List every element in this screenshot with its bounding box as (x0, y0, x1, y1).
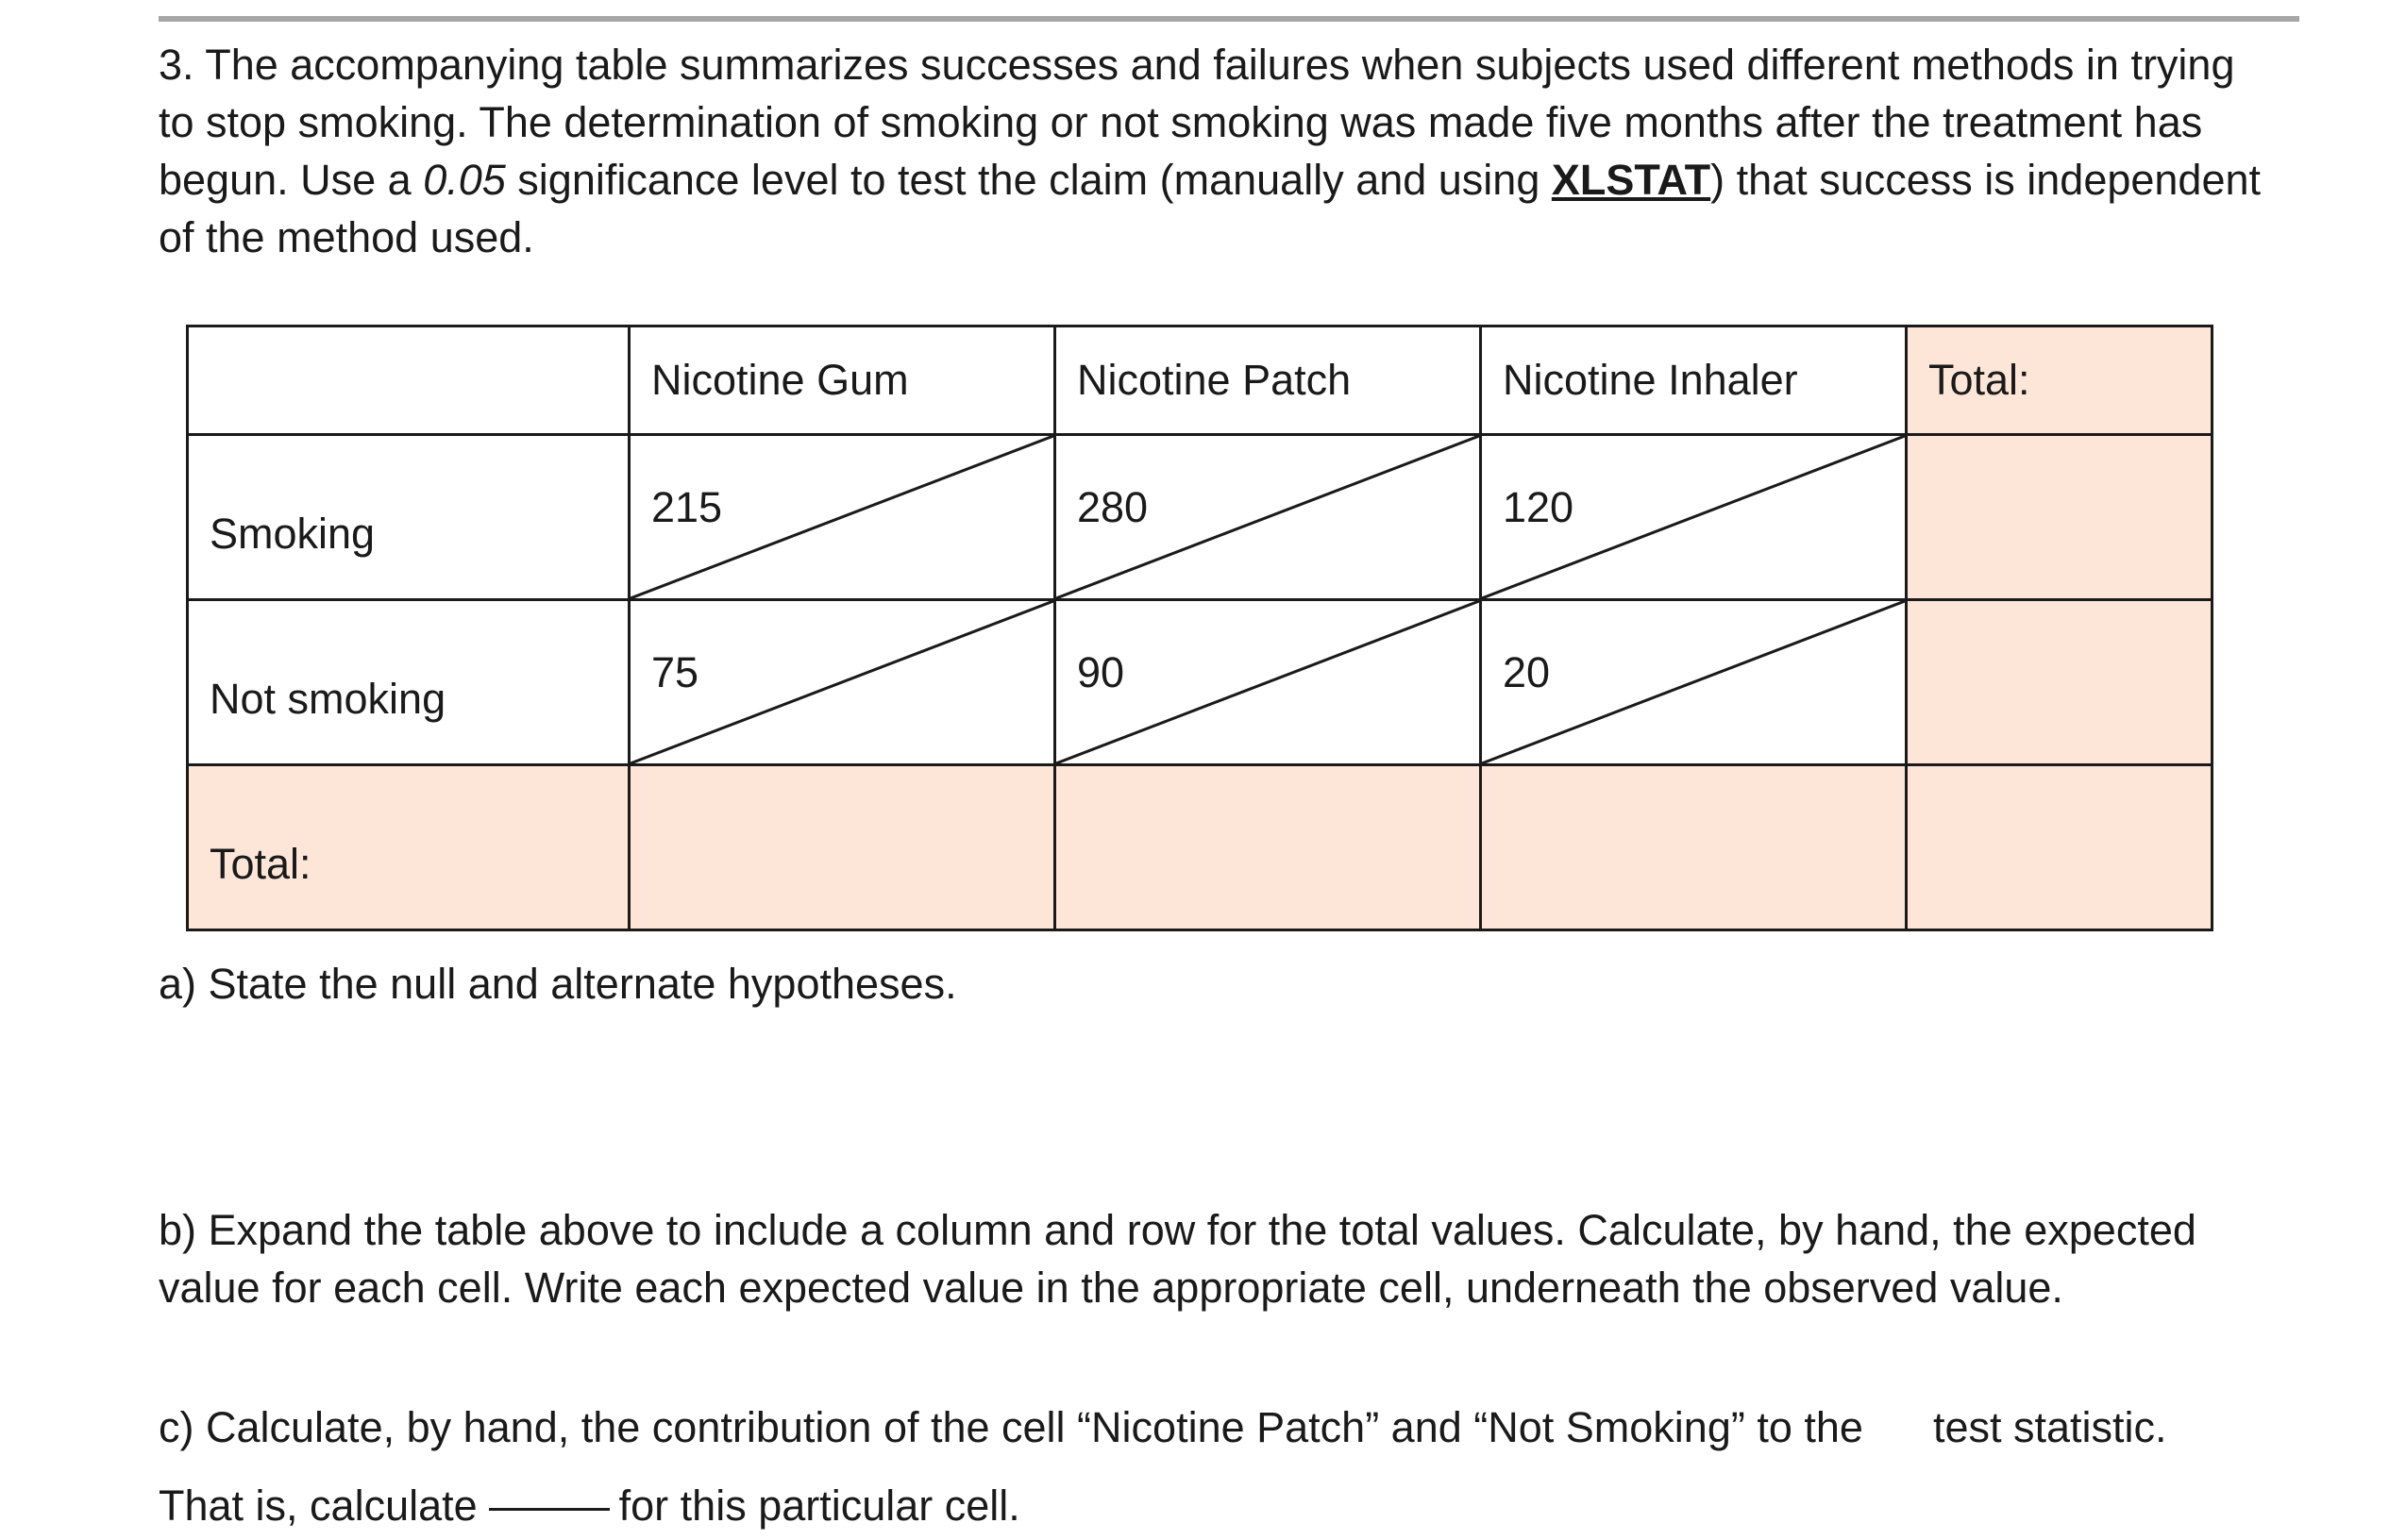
observed-cell (630, 600, 1055, 765)
total-cell (1481, 765, 1907, 930)
header-cell-total (1907, 326, 2213, 435)
table-row-not-smoking (188, 600, 2213, 765)
row-label-cell (188, 435, 630, 600)
part-c-text-b: test statistic. (1932, 1403, 2167, 1451)
question-line-3b: significance level to test the claim (manually and using (505, 156, 1552, 204)
header-label-inhaler: Nicotine Inhaler (1503, 356, 1798, 404)
question-text (159, 36, 2306, 266)
part-c-text-c: That is, calculate (159, 1481, 478, 1530)
observed-value: 120 (1503, 483, 1574, 531)
row-label-not-smoking: Not smoking (210, 675, 446, 723)
total-cell (630, 765, 1055, 930)
observed-value: 90 (1077, 648, 1125, 696)
row-label-smoking: Smoking (210, 510, 376, 558)
part-b-line-2: value for each cell. Write each expected value in the appropriate cell, underneath the observed value. (159, 1264, 2063, 1312)
header-label-patch: Nicotine Patch (1077, 356, 1352, 404)
question-line-3a: begun. Use a (159, 156, 424, 204)
observed-value: 215 (651, 483, 723, 531)
grand-total-cell (1907, 765, 2213, 930)
header-cell-patch (1055, 326, 1481, 435)
row-label-total: Total: (210, 840, 311, 888)
question-line-3 (159, 151, 2306, 209)
header-label-gum: Nicotine Gum (651, 356, 909, 404)
observed-cell (1055, 435, 1481, 600)
part-c-line-1 (159, 1398, 2306, 1456)
question-line-1: 3. The accompanying table summarizes successes and failures when subjects used different methods in trying (159, 41, 2235, 89)
header-label-total: Total: (1928, 356, 2030, 404)
observed-cell (1055, 600, 1481, 765)
header-cell-inhaler (1481, 326, 1907, 435)
row-label-cell (188, 600, 630, 765)
fraction-bar (489, 1508, 610, 1511)
table-row-smoking (188, 435, 2213, 600)
question-line-2: to stop smoking. The determination of smoking or not smoking was made five months after the treatment has (159, 98, 2203, 146)
xlstat-link[interactable]: XLSTAT (1551, 156, 1711, 204)
table-row-total (188, 765, 2213, 930)
corner-cell (188, 326, 630, 435)
total-cell (1055, 765, 1481, 930)
total-cell (1907, 600, 2213, 765)
part-b-line-1: b) Expand the table above to include a column and row for the total values. Calculate, by hand, the expected (159, 1206, 2196, 1254)
observed-cell (630, 435, 1055, 600)
question-line-3c: ) that success is independent (1710, 156, 2262, 204)
question-line-4: of the method used. (159, 213, 534, 261)
observed-value: 75 (651, 648, 699, 696)
observed-value: 280 (1077, 483, 1149, 531)
part-c-line-2 (159, 1477, 2306, 1534)
top-rule (159, 16, 2299, 22)
part-a: a) State the null and alternate hypotheses. (159, 960, 957, 1008)
total-cell (1907, 435, 2213, 600)
row-label-cell (188, 765, 630, 930)
observed-value: 20 (1503, 648, 1551, 696)
header-cell-gum (630, 326, 1055, 435)
part-c-text-a: c) Calculate, by hand, the contribution of the cell “Nicotine Patch” and “Not Smoking” to the (159, 1403, 1863, 1451)
part-c-text-d: for this particular cell. (618, 1481, 1020, 1530)
observed-cell (1481, 435, 1907, 600)
significance-level: 0.05 (423, 156, 506, 204)
observed-cell (1481, 600, 1907, 765)
table-header-row (188, 326, 2213, 435)
contingency-table (186, 325, 2213, 931)
